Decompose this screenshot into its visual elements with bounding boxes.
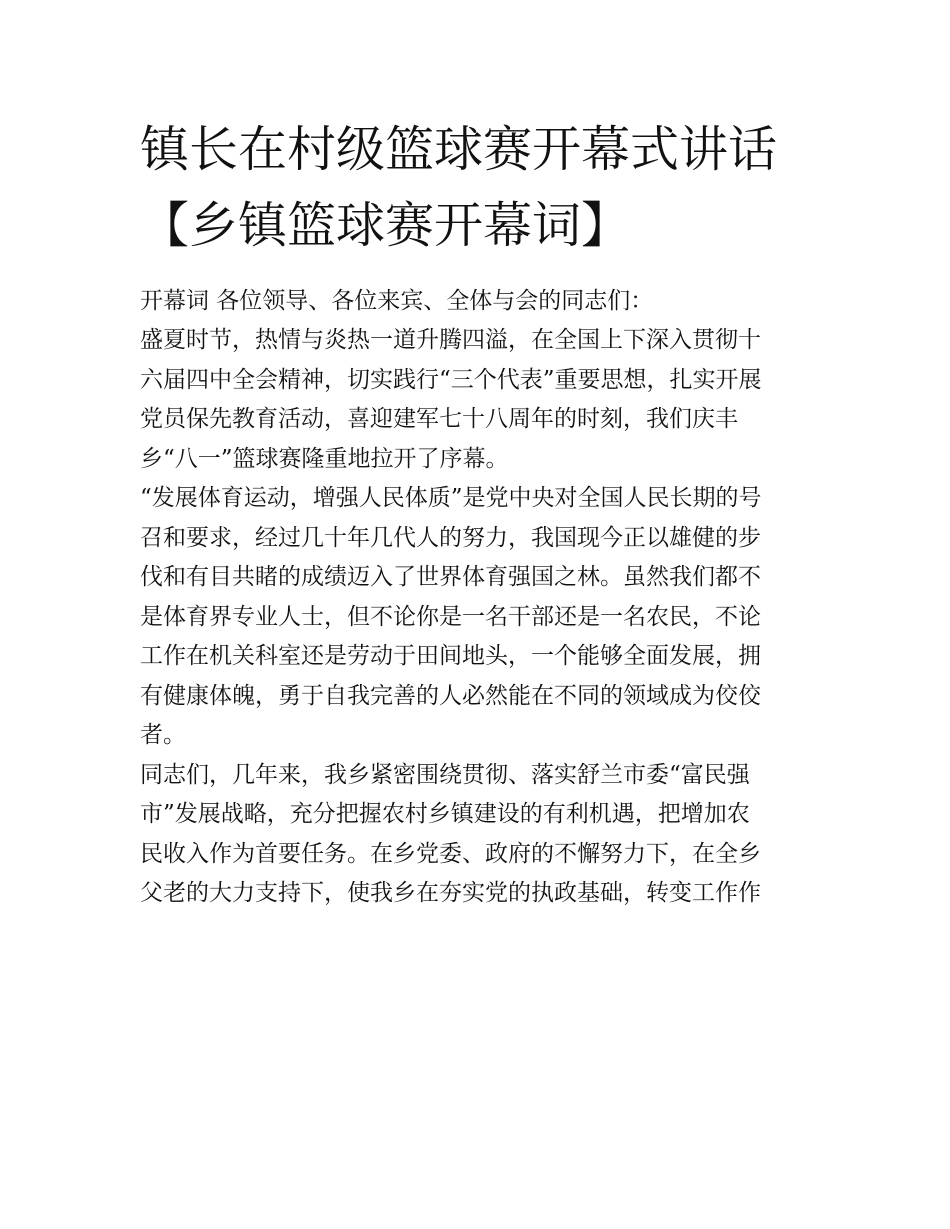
body-line-15: 民收入作为首要任务。在乡党委、政府的不懈努力下，在全乡 <box>140 840 761 867</box>
body-line-8: 伐和有目共睹的成绩迈入了世界体育强国之林。虽然我们都不 <box>140 564 761 590</box>
body-line-7: 召和要求，经过几十年几代人的努力，我国现今正以雄健的步 <box>140 524 761 551</box>
title-line-2: 【乡镇篮球赛开幕词】 <box>140 197 631 254</box>
body-line-9: 是体育界专业人士，但不论你是一名干部还是一名农民，不论 <box>140 603 761 630</box>
body-line-16: 父老的大力支持下，使我乡在夯实党的执政基础，转变工作作 <box>140 880 761 906</box>
body-line-1: 开幕词 各位领导、各位来宾、全体与会的同志们： <box>140 288 654 314</box>
body-line-10: 工作在机关科室还是劳动于田间地头，一个能够全面发展，拥 <box>140 643 761 669</box>
body-line-5: 乡“八一”篮球赛隆重地拉开了序幕。 <box>140 445 509 472</box>
document-title <box>140 112 840 264</box>
body-line-6: “发展体育运动，增强人民体质”是党中央对全国人民长期的号 <box>140 485 762 511</box>
body-line-12: 者。 <box>140 722 186 748</box>
body-line-13: 同志们，几年来，我乡紧密围绕贯彻、落实舒兰市委“富民强 <box>140 761 750 788</box>
body-line-4: 党员保先教育活动，喜迎建军七十八周年的时刻，我们庆丰 <box>140 406 738 432</box>
body-line-14: 市”发展战略，充分把握农村乡镇建设的有利机遇，把增加农 <box>140 801 750 827</box>
title-line-1: 镇长在村级篮球赛开幕式讲话 <box>140 121 778 178</box>
document-body <box>140 282 840 914</box>
body-line-11: 有健康体魄，勇于自我完善的人必然能在不同的领域成为佼佼 <box>140 682 761 709</box>
body-line-2: 盛夏时节，热情与炎热一道升腾四溢，在全国上下深入贯彻十 <box>140 327 761 353</box>
body-line-3: 六届四中全会精神，切实践行“三个代表”重要思想，扎实开展 <box>140 366 762 393</box>
